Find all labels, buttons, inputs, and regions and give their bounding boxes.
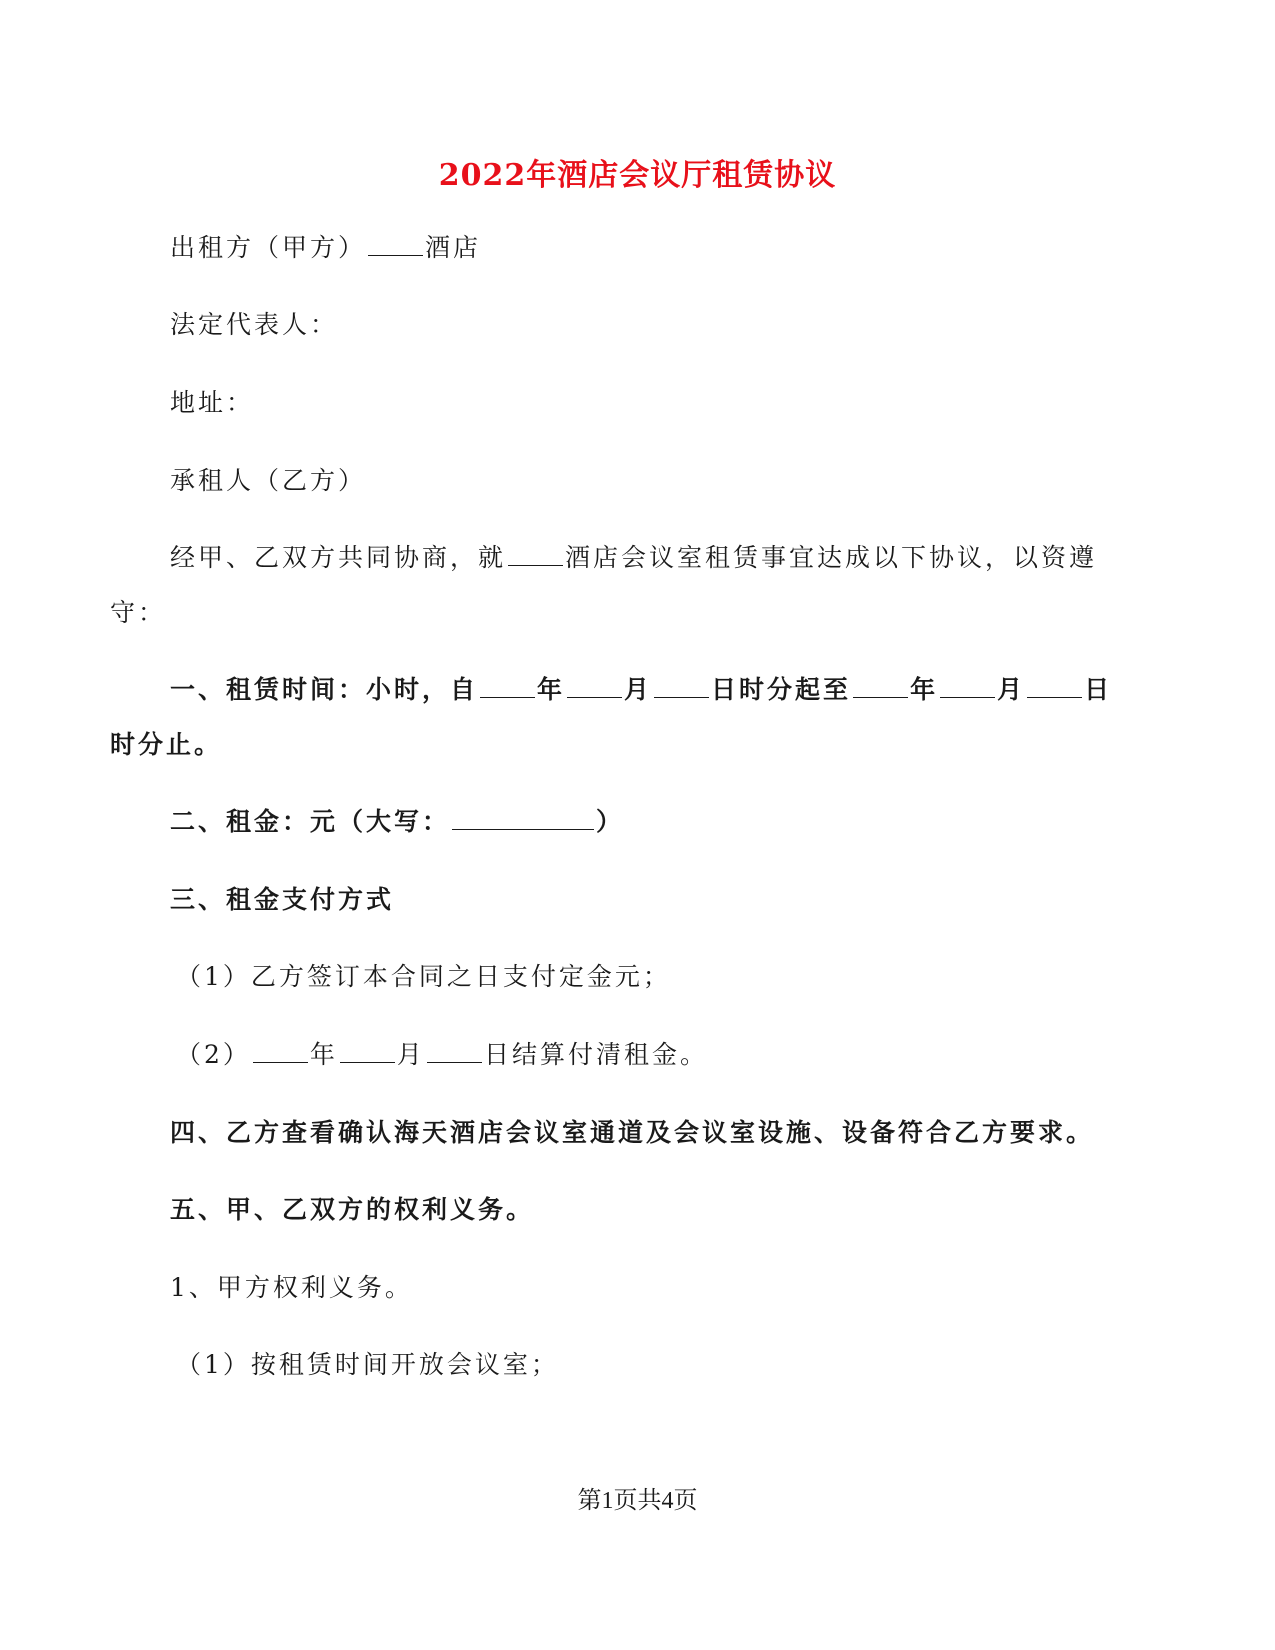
clause-5-item-1: 1、甲方权利义务。	[170, 1273, 413, 1302]
blank-field	[567, 675, 622, 698]
blank-field	[1027, 675, 1082, 698]
day-label: 日	[1084, 675, 1113, 704]
address-line: 地址：	[170, 388, 255, 417]
clause-1-text-b: 日时分起至	[711, 675, 852, 704]
intro-continuation: 守：	[110, 598, 167, 627]
intro-text-b: 酒店会议室租赁事宜达成以下协议，以资遵	[565, 543, 1098, 572]
clause-2-close: ）	[596, 807, 625, 836]
page-footer: 第1页共4页	[577, 1488, 698, 1514]
clause-3-item-1: （1）乙方签订本合同之日支付定金元；	[176, 962, 671, 991]
clause-3: 三、租金支付方式	[170, 885, 395, 914]
document-title: 2022年酒店会议厅租赁协议	[438, 158, 837, 193]
clause-4: 四、乙方查看确认海天酒店会议室通道及会议室设施、设备符合乙方要求。	[170, 1118, 1095, 1147]
blank-field	[452, 807, 594, 830]
blank-field	[654, 675, 709, 698]
lessor-line	[170, 232, 481, 264]
intro-text-a: 经甲、乙双方共同协商，就	[170, 543, 507, 572]
blank-field	[253, 1040, 308, 1063]
clause-3-item-2-text: 日结算付清租金。	[483, 1040, 708, 1069]
month-label: 月	[396, 1040, 425, 1069]
legal-rep-line: 法定代表人：	[170, 310, 339, 339]
lessor-label: 出租方（甲方）	[170, 233, 367, 262]
blank-field	[427, 1040, 482, 1063]
blank-field	[508, 543, 563, 566]
clause-5-item-1-sub-1: （1）按租赁时间开放会议室；	[176, 1350, 559, 1379]
year-label: 年	[910, 675, 939, 704]
clause-2	[170, 806, 624, 838]
clause-1-text: 一、租赁时间：小时，自	[170, 675, 479, 704]
month-label: 月	[624, 675, 653, 704]
clause-5: 五、甲、乙双方的权利义务。	[170, 1195, 535, 1224]
clause-1	[170, 674, 1112, 706]
clause-1-continuation: 时分止。	[110, 730, 223, 759]
clause-3-item-2	[176, 1039, 708, 1071]
item-number: （2）	[176, 1040, 251, 1069]
blank-field	[340, 1040, 395, 1063]
clause-2-text: 二、租金：元（大写：	[170, 807, 451, 836]
blank-field	[853, 675, 908, 698]
blank-field	[940, 675, 995, 698]
lessee-line: 承租人（乙方）	[170, 466, 367, 495]
blank-field	[480, 675, 535, 698]
month-label: 月	[997, 675, 1026, 704]
intro-paragraph	[170, 542, 1097, 574]
year-label: 年	[309, 1040, 338, 1069]
lessor-suffix: 酒店	[425, 233, 482, 262]
blank-field	[368, 233, 423, 256]
year-label: 年	[537, 675, 566, 704]
